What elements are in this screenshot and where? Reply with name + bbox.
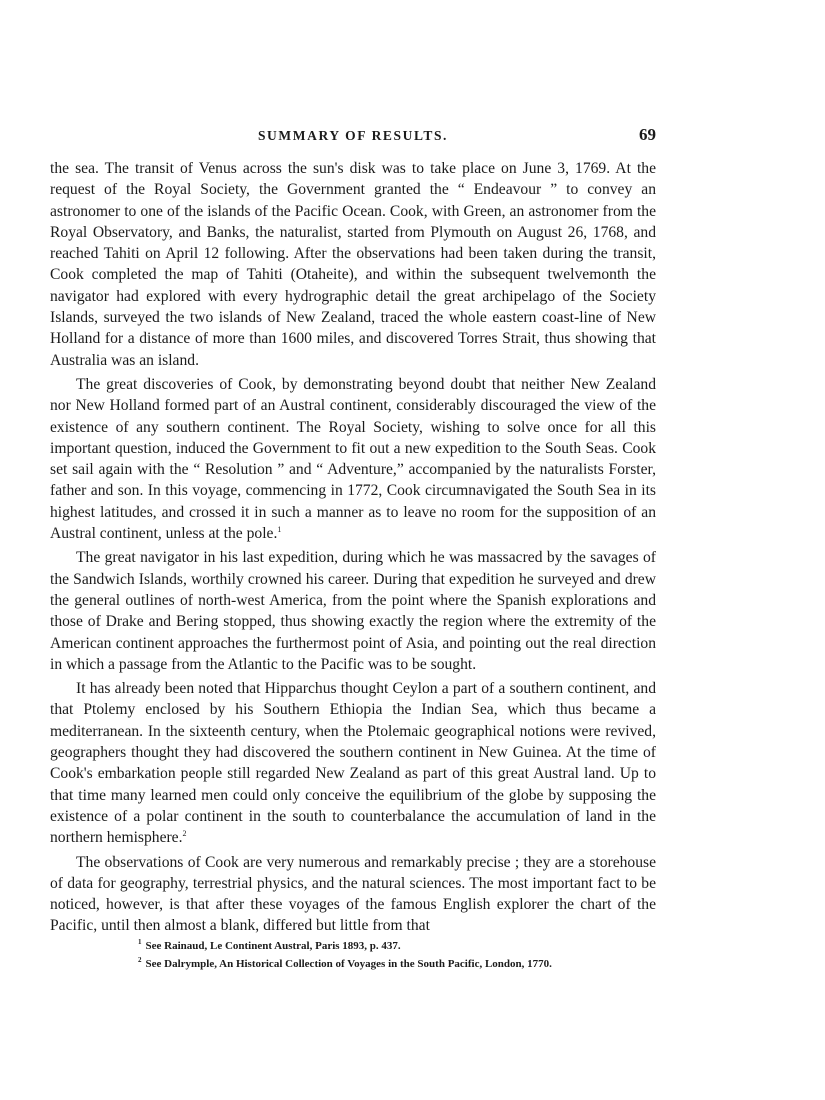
footnotes: [138, 937, 658, 973]
paragraph: [50, 678, 656, 848]
footnote: [138, 955, 658, 973]
paragraph-text: It has already been noted that Hipparchus thought Ceylon a part of a southern continent, and that Ptolemy enclosed by his Southern Ethiopia the Indian Sea, which thus became a mediterranean. In the sixteenth century, when the Ptolemaic geographical notions were revived, geographers thought they had discovered the southern continent in New Guinea. At the time of Cook's embarkation people still regarded New Zealand as part of this great Austral land. Up to that time many learned men could only conceive the equilibrium of the globe by supposing the existence of a polar continent in the south to counterbalance the accumulation of land in the northern hemisphere.: [50, 680, 656, 847]
footnote-reference: 1: [277, 524, 282, 534]
paragraph-text: The observations of Cook are very numerous and remarkably precise ; they are a storehouse of data for geography, terrestrial physics, and the natural sciences. The most important fact to be noticed, however, is that after these voyages of the famous English explorer the chart of the Pacific, until then almost a blank, differed but little from that: [50, 853, 656, 935]
paragraph: [50, 547, 656, 675]
running-head: [50, 125, 656, 150]
paragraph-text: The great navigator in his last expedition, during which he was massacred by the savages of the Sandwich Islands, worthily crowned his career. During that expedition he surveyed and drew the general outlines of north-west America, from the point where the Spanish explorations and those of Drake and Bering stopped, thus showing exactly the region where the extremity of the American continent approaches the furthermost point of Asia, and pointing out the real direction in which a passage from the Atlantic to the Pacific was to be sought.: [50, 549, 656, 673]
footnote: [138, 937, 658, 955]
paragraph-text: the sea. The transit of Venus across the sun's disk was to take place on June 3, 1769. At the request of the Royal Society, the Government granted the “ Endeavour ” to convey an astronomer to one of the islands of the Pacific Ocean. Cook, with Green, an astronomer from the Royal Observatory, and Banks, the naturalist, started from Plymouth on August 26, 1768, and reached Tahiti on April 12 following. After the observations had been taken during the transit, Cook completed the map of Tahiti (Otaheite), and within the subsequent twelvemonth the navigator had explored with every hydrographic detail the great archipelago of the Society Islands, surveyed the two islands of New Zealand, traced the whole eastern coast-line of New Holland for a distance of more than 1600 miles, and discovered Torres Strait, thus showing that Australia was an island.: [50, 160, 656, 369]
paragraph-text: The great discoveries of Cook, by demonstrating beyond doubt that neither New Zealand nor New Holland formed part of an Austral continent, considerably discouraged the view of the existence of any southern continent. The Royal Society, wishing to solve once for all this important question, induced the Government to fit out a new expedition to the South Seas. Cook set sail again with the “ Resolution ” and “ Adventure,” accompanied by the naturalists Forster, father and son. In this voyage, commencing in 1772, Cook circumnavigated the South Sea in its highest latitudes, and crossed it in such a manner as to leave no room for the supposition of an Austral continent, unless at the pole.: [50, 375, 656, 543]
footnote-reference: 2: [182, 829, 187, 839]
running-title: SUMMARY OF RESULTS.: [257, 128, 449, 143]
paragraph: [50, 852, 656, 937]
page-number: 69: [639, 125, 656, 144]
footnote-text: See Dalrymple, An Historical Collection of Voyages in the South Pacific, London, 1770.: [145, 958, 552, 970]
footnote-mark: 2: [138, 956, 142, 965]
footnote-text: See Rainaud, Le Continent Austral, Paris 1893, p. 437.: [145, 940, 401, 952]
body-text: [50, 158, 656, 940]
paragraph: [50, 374, 656, 544]
paragraph: [50, 158, 656, 371]
footnote-mark: 1: [138, 938, 142, 947]
